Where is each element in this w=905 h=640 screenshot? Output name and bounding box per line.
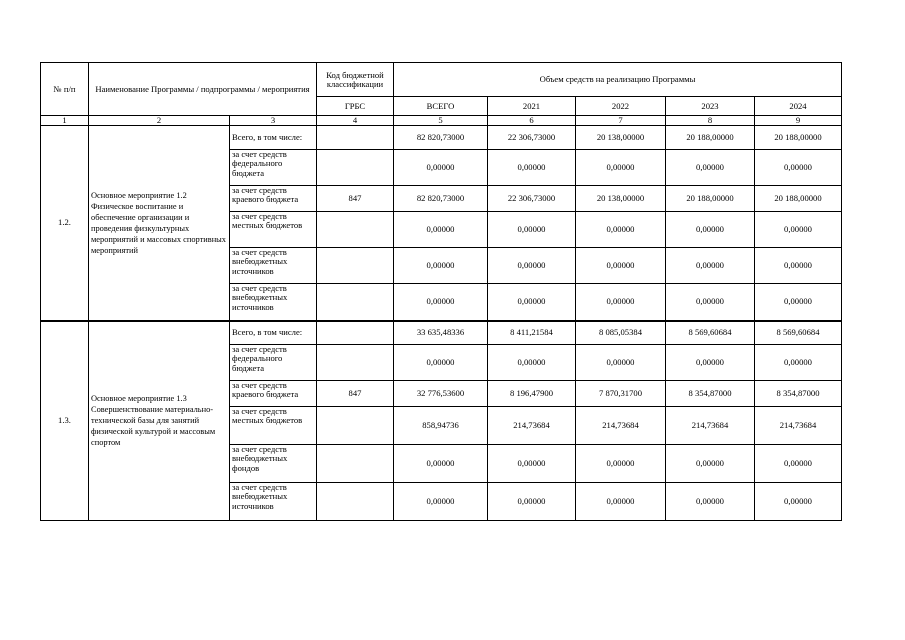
value-year: 214,73684 [488, 407, 576, 445]
value-year: 0,00000 [666, 445, 755, 483]
value-year: 0,00000 [488, 150, 576, 186]
value-year: 0,00000 [755, 345, 842, 381]
value-total: 82 820,73000 [394, 126, 488, 150]
value-total: 32 776,53600 [394, 381, 488, 407]
funding-source: за счет средств внебюджетных источников [230, 248, 317, 284]
column-number: 6 [488, 116, 576, 126]
grbs-cell [317, 150, 394, 186]
grbs-cell: 847 [317, 186, 394, 212]
grbs-cell [317, 407, 394, 445]
value-year: 0,00000 [755, 284, 842, 321]
funding-source: за счет средств местных бюджетов [230, 407, 317, 445]
funding-source: за счет средств внебюджетных источников [230, 284, 317, 321]
value-year: 8 569,60684 [666, 321, 755, 345]
row-number: 1.3. [41, 321, 89, 521]
value-year: 8 354,87000 [755, 381, 842, 407]
measure-name: Основное мероприятие 1.2 Физическое воспитание и обеспечение организации и проведения физкультурных мероприятий и массовых спортивных мероприятий [89, 126, 230, 321]
value-year: 0,00000 [576, 483, 666, 521]
table-row [41, 126, 842, 150]
value-year: 0,00000 [666, 483, 755, 521]
header-year: 2022 [576, 97, 666, 116]
value-year: 8 354,87000 [666, 381, 755, 407]
value-total: 0,00000 [394, 248, 488, 284]
column-number: 3 [230, 116, 317, 126]
funding-source: Всего, в том числе: [230, 126, 317, 150]
value-year: 22 306,73000 [488, 126, 576, 150]
value-year: 0,00000 [576, 212, 666, 248]
value-year: 8 411,21584 [488, 321, 576, 345]
header-num: № п/п [41, 63, 89, 116]
header-year: 2024 [755, 97, 842, 116]
value-year: 214,73684 [666, 407, 755, 445]
grbs-cell [317, 126, 394, 150]
value-year: 0,00000 [488, 483, 576, 521]
column-number: 4 [317, 116, 394, 126]
value-total: 0,00000 [394, 445, 488, 483]
value-year: 0,00000 [576, 150, 666, 186]
value-year: 0,00000 [666, 345, 755, 381]
header-total: ВСЕГО [394, 97, 488, 116]
column-number: 7 [576, 116, 666, 126]
value-total: 82 820,73000 [394, 186, 488, 212]
value-year: 22 306,73000 [488, 186, 576, 212]
value-year: 0,00000 [755, 248, 842, 284]
funding-source: за счет средств краевого бюджета [230, 186, 317, 212]
value-total: 33 635,48336 [394, 321, 488, 345]
header-code: Код бюджетной классификации [317, 63, 394, 97]
value-total: 0,00000 [394, 284, 488, 321]
value-total: 858,94736 [394, 407, 488, 445]
column-number: 9 [755, 116, 842, 126]
grbs-cell [317, 345, 394, 381]
value-total: 0,00000 [394, 483, 488, 521]
column-number-row [41, 116, 842, 126]
value-year: 0,00000 [755, 445, 842, 483]
funding-source: за счет средств внебюджетных источников [230, 483, 317, 521]
funding-source: за счет средств федерального бюджета [230, 345, 317, 381]
column-number: 8 [666, 116, 755, 126]
value-year: 0,00000 [488, 345, 576, 381]
row-number: 1.2. [41, 126, 89, 321]
value-year: 0,00000 [488, 284, 576, 321]
value-year: 0,00000 [666, 284, 755, 321]
value-year: 0,00000 [755, 483, 842, 521]
funding-source: за счет средств федерального бюджета [230, 150, 317, 186]
header-year: 2021 [488, 97, 576, 116]
value-total: 0,00000 [394, 150, 488, 186]
value-year: 0,00000 [488, 445, 576, 483]
header-year: 2023 [666, 97, 755, 116]
grbs-cell [317, 445, 394, 483]
value-year: 20 188,00000 [755, 186, 842, 212]
funding-source: за счет средств внебюджетных фондов [230, 445, 317, 483]
measure-name: Основное мероприятие 1.3 Совершенствование материально-технической базы для занятий физической культурой и массовым спортом [89, 321, 230, 521]
value-year: 0,00000 [666, 150, 755, 186]
value-year: 8 196,47900 [488, 381, 576, 407]
value-year: 0,00000 [488, 248, 576, 284]
value-year: 7 870,31700 [576, 381, 666, 407]
header-name: Наименование Программы / подпрограммы / мероприятия [89, 63, 317, 116]
grbs-cell [317, 212, 394, 248]
value-year: 20 188,00000 [755, 126, 842, 150]
value-year: 0,00000 [576, 445, 666, 483]
grbs-cell: 847 [317, 381, 394, 407]
value-year: 0,00000 [488, 212, 576, 248]
funding-source: за счет средств краевого бюджета [230, 381, 317, 407]
value-year: 8 569,60684 [755, 321, 842, 345]
funding-source: за счет средств местных бюджетов [230, 212, 317, 248]
grbs-cell [317, 284, 394, 321]
value-year: 20 188,00000 [666, 186, 755, 212]
column-number: 1 [41, 116, 89, 126]
column-number: 5 [394, 116, 488, 126]
value-year: 0,00000 [666, 212, 755, 248]
value-year: 20 138,00000 [576, 126, 666, 150]
value-year: 0,00000 [755, 212, 842, 248]
grbs-cell [317, 483, 394, 521]
value-total: 0,00000 [394, 212, 488, 248]
value-year: 214,73684 [576, 407, 666, 445]
header-row-1 [41, 63, 842, 97]
value-year: 0,00000 [576, 284, 666, 321]
table-body [41, 63, 842, 521]
value-year: 8 085,05384 [576, 321, 666, 345]
value-year: 0,00000 [576, 345, 666, 381]
value-total: 0,00000 [394, 345, 488, 381]
grbs-cell [317, 321, 394, 345]
funding-source: Всего, в том числе: [230, 321, 317, 345]
value-year: 20 138,00000 [576, 186, 666, 212]
grbs-cell [317, 248, 394, 284]
value-year: 0,00000 [666, 248, 755, 284]
table-row [41, 321, 842, 345]
header-volume: Объем средств на реализацию Программы [394, 63, 842, 97]
value-year: 0,00000 [576, 248, 666, 284]
value-year: 20 188,00000 [666, 126, 755, 150]
value-year: 0,00000 [755, 150, 842, 186]
value-year: 214,73684 [755, 407, 842, 445]
budget-table [40, 62, 842, 521]
column-number: 2 [89, 116, 230, 126]
header-grbs: ГРБС [317, 97, 394, 116]
